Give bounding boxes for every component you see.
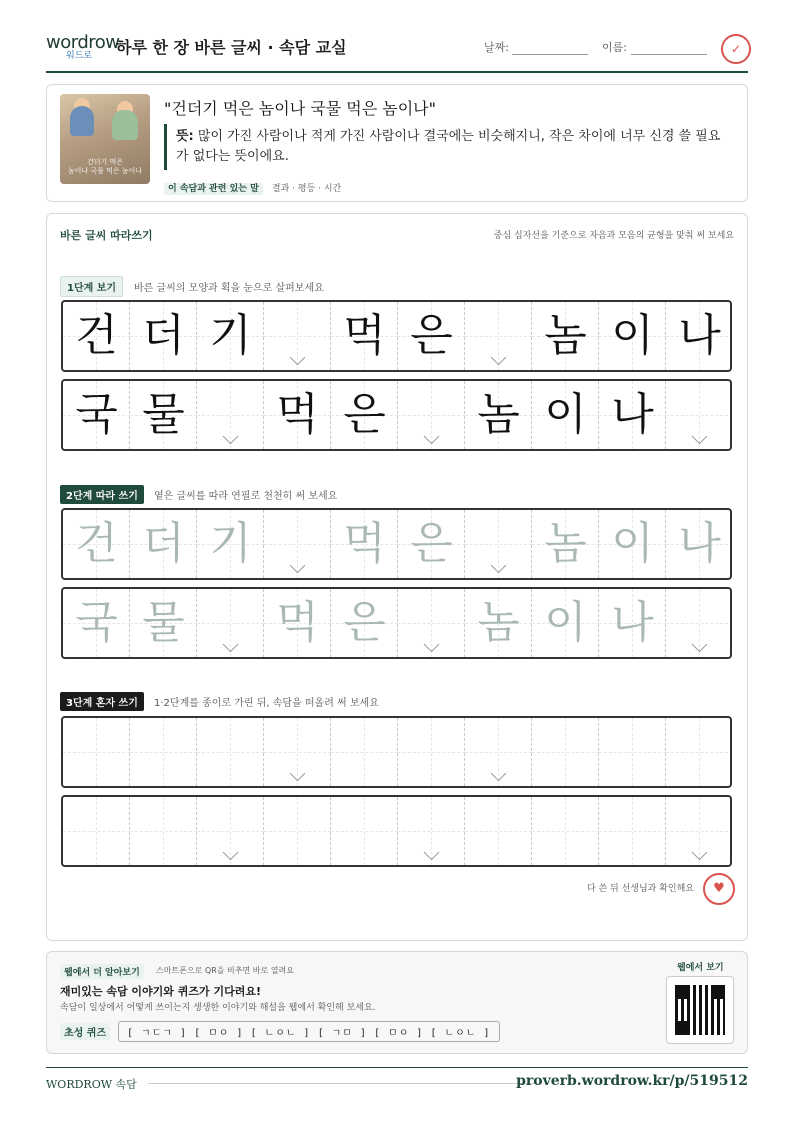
space-mark-icon [491,558,507,574]
step1-label: 1단계 보기 [60,276,123,297]
step3-row-2[interactable] [61,795,732,867]
space-mark-icon [491,350,507,366]
practice-cell [398,302,465,370]
practice-cell[interactable] [532,510,599,578]
practice-cell[interactable] [63,589,130,657]
practice-char: 기 [209,518,252,569]
practice-cell [63,381,130,449]
practice-char: 나 [678,310,721,361]
practice-cell[interactable] [130,797,197,865]
page-url[interactable]: proverb.wordrow.kr/p/519512 [516,1073,748,1089]
practice-cell[interactable] [197,797,264,865]
practice-cell [465,302,532,370]
practice-cell [599,381,666,449]
step1-hint: 바른 글씨의 모양과 획을 눈으로 살펴보세요 [134,283,324,294]
practice-char: 놈 [477,597,520,648]
qr-code-icon[interactable] [666,976,734,1044]
step3-row-1[interactable] [61,716,732,788]
practice-cell [130,302,197,370]
space-mark-icon [424,429,440,445]
practice-char: 은 [410,518,453,569]
meaning-body: 많이 가진 사람이나 적게 가진 사람이나 결국에는 비슷해지니, 작은 차이에 너무 신경 쓸 필요가 없다는 뜻이에요. [176,129,721,164]
qr-label: 웹에서 보기 [677,963,724,973]
space-mark-icon [290,558,306,574]
practice-char: 이 [611,310,654,361]
step1-row-2 [61,379,732,451]
check-text: 다 쓴 뒤 선생님과 확인해요 [586,884,694,894]
page-title: 하루 한 장 바른 글씨 · 속담 교실 [116,38,347,57]
practice-char: 이 [544,389,587,440]
step3-hint: 1·2단계를 종이로 가린 뒤, 속담을 떠올려 써 보세요 [154,698,379,709]
practice-char: 국 [75,389,118,440]
related-label: 이 속담과 관련 있는 말 [164,183,263,195]
practice-cell[interactable] [197,589,264,657]
space-mark-icon [290,350,306,366]
space-mark-icon [692,637,708,653]
step2-hint: 옅은 글씨를 따라 연필로 천천히 써 보세요 [154,491,338,502]
practice-cell[interactable] [331,797,398,865]
practice-cell[interactable] [465,797,532,865]
meaning-bar [164,124,167,170]
practice-cell[interactable] [666,589,732,657]
practice-cell [465,381,532,449]
logo-sub: 워드로 [66,51,93,61]
practice-cell[interactable] [465,510,532,578]
practice-cell[interactable] [63,797,130,865]
practice-cell[interactable] [130,510,197,578]
practice-cell[interactable] [264,589,331,657]
practice-char: 더 [142,310,185,361]
practice-cell[interactable] [599,510,666,578]
practice-char: 나 [678,518,721,569]
practice-cell [331,302,398,370]
practice-cell[interactable] [264,510,331,578]
practice-char: 물 [142,597,185,648]
practice-cell[interactable] [666,797,732,865]
space-mark-icon [223,845,239,861]
practice-char: 먹 [343,518,386,569]
footer-divider [46,1067,748,1068]
practice-cell[interactable] [197,718,264,786]
practice-cell[interactable] [398,589,465,657]
practice-cell[interactable] [398,718,465,786]
space-mark-icon [692,845,708,861]
practice-cell[interactable] [197,510,264,578]
practice-cell [63,302,130,370]
practice-cell[interactable] [532,718,599,786]
proverb-title: "건더기 먹은 놈이나 국물 먹은 놈이나" [164,99,436,118]
logo: wordrow [46,32,120,53]
practice-cell[interactable] [331,510,398,578]
practice-cell[interactable] [130,718,197,786]
practice-cell[interactable] [331,718,398,786]
meaning-label: 뜻: [176,129,194,144]
space-mark-icon [424,845,440,861]
footer-rule [148,1083,540,1084]
practice-char: 놈 [477,389,520,440]
practice-cell[interactable] [532,589,599,657]
practice-cell [398,381,465,449]
practice-char: 놈 [544,310,587,361]
practice-char: 먹 [276,389,319,440]
practice-cell[interactable] [465,718,532,786]
practice-cell [599,302,666,370]
practice-cell[interactable] [599,589,666,657]
practice-cell[interactable] [398,510,465,578]
practice-cell[interactable] [465,589,532,657]
practice-cell [331,381,398,449]
practice-title: 바른 글씨 따라쓰기 [60,229,153,242]
practice-cell [532,302,599,370]
practice-cell [197,381,264,449]
practice-cell [197,302,264,370]
thumb-caption-2: 놈이나 국물 먹은 놈이나 [67,167,143,175]
check-stamp-icon: ✓ [721,34,751,64]
practice-cell[interactable] [130,589,197,657]
web-label: 웹에서 더 알아보기 [60,964,144,979]
proverb-illustration [60,94,150,184]
thumb-caption-1: 건더기 먹은 [86,158,124,166]
step2-label: 2단계 따라 쓰기 [60,485,144,504]
practice-hint: 중심 십자선을 기준으로 자음과 모음의 균형을 맞춰 써 보세요 [493,231,734,241]
practice-cell[interactable] [63,718,130,786]
web-hint: 스마트폰으로 QR을 비추면 바로 열려요 [156,966,294,975]
practice-char: 먹 [276,597,319,648]
practice-char: 이 [544,597,587,648]
practice-cell[interactable] [666,510,732,578]
date-line [512,54,588,55]
practice-char: 건 [75,518,118,569]
practice-cell[interactable] [63,510,130,578]
practice-cell[interactable] [331,589,398,657]
practice-char: 나 [611,389,654,440]
space-mark-icon [424,637,440,653]
practice-cell[interactable] [264,797,331,865]
practice-char: 은 [343,389,386,440]
practice-cell [532,381,599,449]
practice-cell [264,302,331,370]
practice-char: 이 [611,518,654,569]
practice-char: 기 [209,310,252,361]
space-mark-icon [223,429,239,445]
step3-label: 3단계 혼자 쓰기 [60,692,144,711]
space-mark-icon [491,766,507,782]
brand: WORDROW 속담 [46,1078,137,1091]
space-mark-icon [290,766,306,782]
meaning-text [176,127,724,167]
footer-desc: 속담이 일상에서 어떻게 쓰이는지 생생한 이야기와 해설을 웹에서 확인해 보세요. [60,1003,376,1013]
step2-row-1[interactable] [61,508,732,580]
header-divider [46,71,748,73]
practice-char: 먹 [343,310,386,361]
chosung-quiz: [ ㄱㄷㄱ ] [ ㅁㅇ ] [ ㄴㅇㄴ ] [ ㄱㅁ ] [ ㅁㅇ ] [ ㄴㅇㄴ ] [118,1021,500,1042]
step2-row-2[interactable] [61,587,732,659]
step1-row-1 [61,300,732,372]
space-mark-icon [692,429,708,445]
practice-cell[interactable] [666,718,732,786]
practice-cell [264,381,331,449]
practice-char: 놈 [544,518,587,569]
practice-char: 건 [75,310,118,361]
practice-char: 은 [410,310,453,361]
name-label: 이름: [602,41,627,54]
practice-char: 더 [142,518,185,569]
heart-stamp-icon: ♥ [703,873,735,905]
footer-headline: 재미있는 속담 이야기와 퀴즈가 기다려요! [60,985,261,998]
practice-cell[interactable] [532,797,599,865]
practice-cell[interactable] [398,797,465,865]
practice-cell[interactable] [599,718,666,786]
quiz-label: 초성 퀴즈 [60,1023,110,1040]
practice-char: 물 [142,389,185,440]
practice-cell[interactable] [599,797,666,865]
related-words: 결과 · 평등 · 시간 [271,184,342,194]
practice-char: 은 [343,597,386,648]
practice-cell[interactable] [264,718,331,786]
space-mark-icon [223,637,239,653]
name-line [631,54,707,55]
practice-cell [130,381,197,449]
practice-cell [666,381,732,449]
practice-char: 나 [611,597,654,648]
date-label: 날짜: [484,41,509,54]
practice-char: 국 [75,597,118,648]
practice-cell [666,302,732,370]
